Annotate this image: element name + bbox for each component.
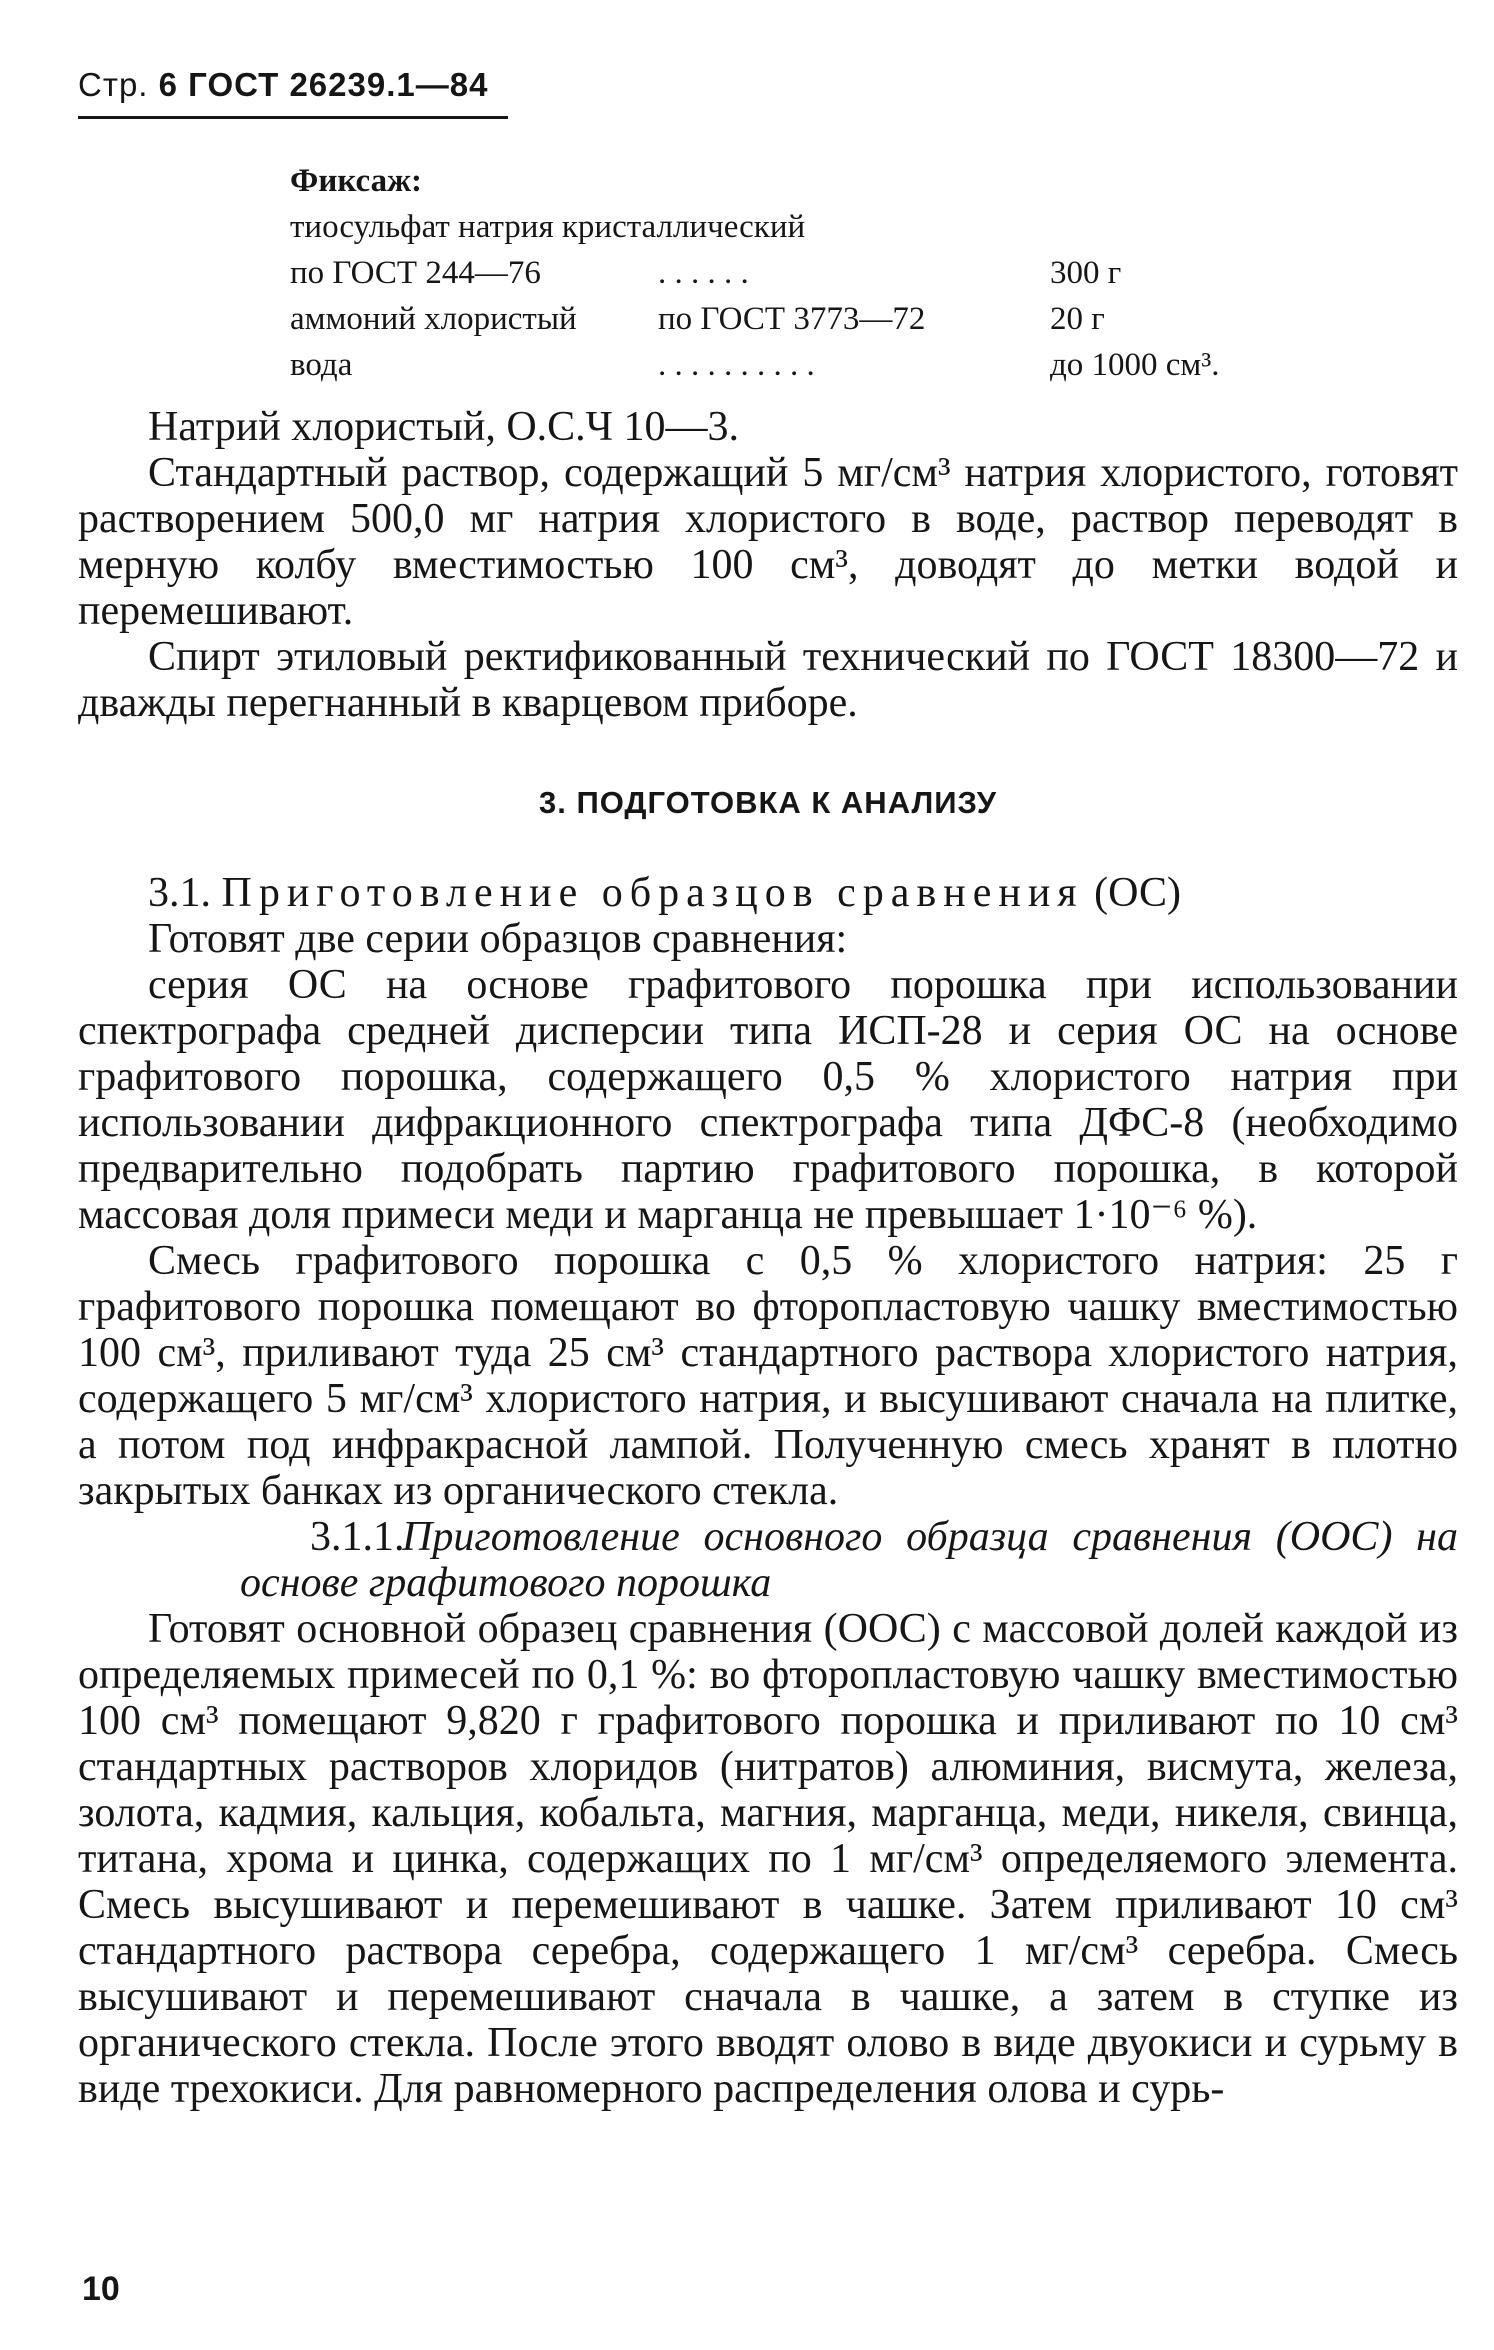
paragraph-two-series: Готовят две серии образцов сравнения:: [148, 916, 848, 962]
fixer-row-item: вода: [290, 347, 353, 383]
paragraph-standard-solution: Стандартный раствор, содержащий 5 мг/см³ натрия хлористого, готовят растворением 500,0 мг натрия хлористого в воде, раствор переводят в мерную колбу вместимостью 100 см³, доводят до метки водой и перемешивают.: [78, 450, 1458, 634]
header-rule: [78, 116, 508, 119]
subsection-title: Приготовление основного образца сравнения (ООС) на основе графитового порошка: [240, 1514, 1458, 1606]
subsection-abbr: (ОС): [1094, 870, 1181, 916]
header-page-number: 6: [158, 66, 178, 103]
page-number: 10: [82, 2270, 120, 2308]
fixer-row-amount: до 1000 см³.: [1050, 347, 1220, 383]
subsection-number: 3.1.1.: [310, 1514, 405, 1560]
fixer-row: [290, 296, 1105, 342]
paragraph-series-description: серия ОС на основе графитового порошка при использовании спектрографа средней дисперсии типа ИСП-28 и серия ОС на основе графитового порошка, содержащего 0,5 % хлористого натрия при использовании дифракционного спектрографа типа ДФС-8 (необходимо предварительно подобрать партию графитового порошка, в которой массовая доля примеси меди и марганца не превышает 1·10⁻⁶ %).: [78, 962, 1458, 1238]
fixer-row: [290, 342, 1220, 388]
fixer-row-item: по ГОСТ 244—76: [290, 255, 541, 291]
subsection-title: Приготовление образцов сравнения: [221, 870, 1084, 916]
subsection-3-1-heading: [78, 870, 1458, 916]
paragraph-main-sample: Готовят основной образец сравнения (ООС) с массовой долей каждой из определяемых примесей по 0,1 %: во фторопластовую чашку вместимостью 100 см³ помещают 9,820 г графитового порошка и приливают по 10 см³ стандартных растворов хлоридов (нитратов) алюминия, висмута, железа, золота, кадмия, кальция, кобальта, магния, марганца, меди, никеля, свинца, титана, хрома и цинка, содержащих по 1 мг/см³ определяемого элемента. Смесь высушивают и перемешивают в чашке. Затем приливают 10 см³ стандартного раствора серебра, содержащего 1 мг/см³ серебра. Смесь высушивают и перемешивают сначала в чашке, а затем в ступке из органического стекла. После этого вводят олово в виде двуокиси и сурьму в виде трехокиси. Для равномерного распределения олова и сурь-: [78, 1606, 1458, 2112]
paragraph-graphite-mixture: Смесь графитового порошка с 0,5 % хлористого натрия: 25 г графитового порошка помещают во фторопластовую чашку вместимостью 100 см³, приливают туда 25 см³ стандартного раствора хлористого натрия, содержащего 5 мг/см³ хлористого натрия, и высушивают сначала на плитке, а потом под инфракрасной лампой. Полученную смесь хранят в плотно закрытых банках из органического стекла.: [78, 1238, 1458, 1514]
page-header: [78, 66, 488, 104]
fixer-intro: тиосульфат натрия кристаллический: [290, 209, 806, 245]
subsection-3-1-1-heading: [78, 1514, 1458, 1606]
body-text: [78, 404, 1458, 2112]
fixer-row-leader: . . . . . .: [658, 255, 749, 291]
fixer-row: [290, 250, 1122, 296]
fixer-row-leader: . . . . . . . . . .: [658, 347, 815, 383]
fixer-title: Фиксаж:: [290, 163, 423, 199]
section-title: 3. ПОДГОТОВКА К АНАЛИЗУ: [538, 785, 998, 820]
subsection-number: 3.1.: [148, 870, 211, 916]
fixer-row-standard: по ГОСТ 3773—72: [658, 301, 926, 337]
fixer-row-item: аммоний хлористый: [290, 301, 577, 337]
paragraph-sodium-chloride: Натрий хлористый, О.С.Ч 10—3.: [148, 404, 739, 450]
fixer-row-amount: 300 г: [1050, 255, 1122, 291]
standard-id: ГОСТ 26239.1—84: [188, 66, 489, 103]
fixer-recipe: [290, 158, 1220, 388]
fixer-row-amount: 20 г: [1050, 301, 1105, 337]
page-label: Стр.: [78, 66, 149, 103]
paragraph-ethyl-alcohol: Спирт этиловый ректификованный технический по ГОСТ 18300—72 и дважды перегнанный в кварцевом приборе.: [78, 634, 1458, 726]
